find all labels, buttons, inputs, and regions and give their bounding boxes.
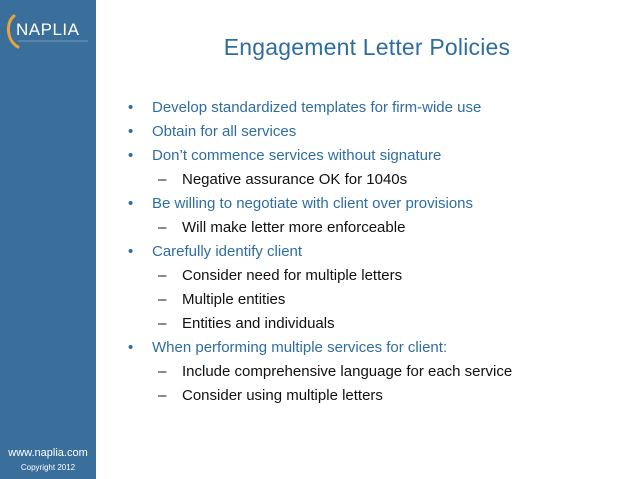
website-link[interactable]: www.naplia.com bbox=[8, 447, 88, 459]
naplia-logo bbox=[4, 10, 90, 52]
bullet-item: • Don’t commence services without signature bbox=[128, 144, 628, 168]
bullet-item: • Carefully identify client bbox=[128, 240, 628, 264]
bullet-list bbox=[128, 96, 628, 408]
sub-bullet-item: – Negative assurance OK for 1040s bbox=[128, 168, 628, 192]
copyright-text: Copyright 2012 bbox=[20, 463, 76, 472]
sub-bullet-item: – Multiple entities bbox=[128, 288, 628, 312]
sub-bullet-item: – Consider using multiple letters bbox=[128, 384, 628, 408]
sub-bullet-item: – Will make letter more enforceable bbox=[128, 216, 628, 240]
sidebar bbox=[0, 0, 96, 479]
bullet-item: • Obtain for all services bbox=[128, 120, 628, 144]
sub-bullet-item: – Consider need for multiple letters bbox=[128, 264, 628, 288]
bullet-item: • Be willing to negotiate with client over provisions bbox=[128, 192, 628, 216]
bullet-item: • When performing multiple services for client: bbox=[128, 336, 628, 360]
sub-bullet-item: – Entities and individuals bbox=[128, 312, 628, 336]
slide-title: Engagement Letter Policies bbox=[223, 34, 511, 60]
svg-text:NAPLIA: NAPLIA bbox=[16, 20, 80, 39]
sub-bullet-item: – Include comprehensive language for each service bbox=[128, 360, 628, 384]
bullet-item: • Develop standardized templates for firm-wide use bbox=[128, 96, 628, 120]
